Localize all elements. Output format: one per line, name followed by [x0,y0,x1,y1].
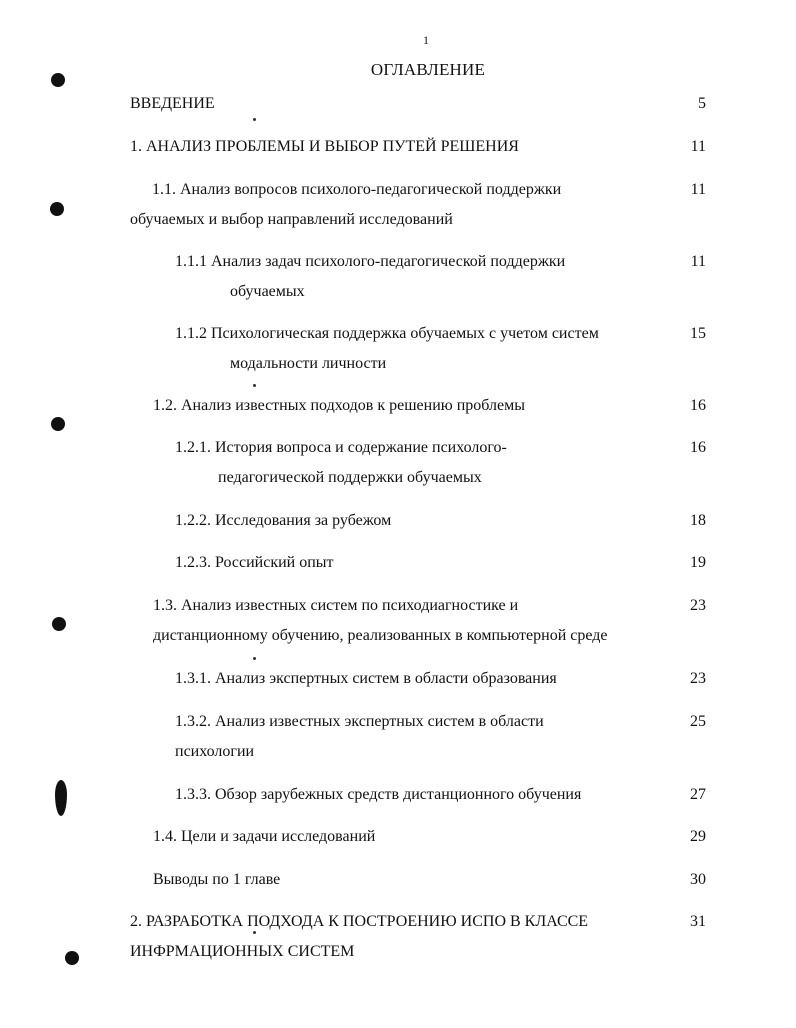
toc-entry-1-2-2 [175,506,391,536]
toc-page-conclusions: 30 [690,871,706,888]
punch-hole-mark [65,951,79,965]
toc-entry-line-1: 1.3.2. Анализ известных экспертных систем в области [175,713,544,730]
toc-entry-conclusions [153,865,280,895]
toc-entry-label: ВВЕДЕНИЕ [130,95,215,112]
toc-entry-chapter-2 [130,907,588,967]
toc-page-1-2-2: 18 [690,512,706,529]
toc-entry-1-3-2 [175,707,660,767]
toc-entry-line-1: 1.2.1. История вопроса и содержание психолого- [175,439,507,456]
toc-page-intro: 5 [698,95,706,112]
toc-entry-1-1-2 [175,319,599,379]
toc-entry-chapter-1 [130,132,519,162]
scan-speck [253,931,256,934]
toc-entry-line-2: модальности личности [230,355,387,372]
toc-entry-line-1: 1.1.1 Анализ задач психолого-педагогической поддержки [175,253,566,270]
toc-entry-label: 1.3.1. Анализ экспертных систем в области образования [175,670,557,687]
toc-entry-1-1 [130,175,660,235]
toc-entry-1-1-1 [175,247,660,307]
toc-entry-label: 1.4. Цели и задачи исследований [153,828,376,845]
page-number: 1 [423,33,429,47]
toc-entry-line-2: дистанционному обучению, реализованных в компьютерной среде [153,627,608,644]
toc-page-1-2: 16 [690,397,706,414]
punch-hole-mark [52,617,66,631]
toc-entry-label: 1.2.2. Исследования за рубежом [175,512,392,529]
toc-entry-line-1: 1.1. Анализ вопросов психолого-педагогической поддержки [152,181,562,198]
toc-entry-1-2 [153,391,525,421]
toc-entry-1-2-3 [175,548,334,578]
toc-entry-label: 1. АНАЛИЗ ПРОБЛЕМЫ И ВЫБОР ПУТЕЙ РЕШЕНИЯ [130,138,519,155]
toc-title: ОГЛАВЛЕНИЕ [370,60,486,79]
toc-page-1-3-1: 23 [690,670,706,687]
scan-speck [253,657,256,660]
toc-entry-line-2: обучаемых и выбор направлений исследований [130,211,453,228]
toc-entry-intro [130,89,215,119]
toc-page-1-3-3: 27 [690,786,706,803]
toc-entry-label: 1.2.3. Российский опыт [175,554,334,571]
toc-entry-1-3-3 [175,780,581,810]
toc-entry-line-2: ИНФРМАЦИОННЫХ СИСТЕМ [130,943,355,960]
toc-page-1-4: 29 [690,828,706,845]
toc-page-1-3-2: 25 [690,713,706,730]
toc-entry-line-1: 1.1.2 Психологическая поддержка обучаемых с учетом систем [175,325,599,342]
toc-page-1-1: 11 [690,181,706,198]
toc-entry-line-2: обучаемых [230,283,305,300]
toc-entry-line-1: 2. РАЗРАБОТКА ПОДХОДА К ПОСТРОЕНИЮ ИСПО В КЛАССЕ [130,913,589,930]
toc-entry-line-2: педагогической поддержки обучаемых [218,469,482,486]
toc-page-chapter-1: 11 [690,138,706,155]
toc-entry-1-2-1 [175,433,660,493]
toc-entry-label: 1.3.3. Обзор зарубежных средств дистанционного обучения [175,786,582,803]
toc-entry-1-3-1 [175,664,557,694]
toc-entry-label: Выводы по 1 главе [153,871,281,888]
toc-page-1-1-1: 11 [690,253,706,270]
toc-page-1-2-3: 19 [690,554,706,571]
toc-entry-1-3 [153,591,660,651]
scan-speck [253,118,256,121]
toc-entry-line-1: 1.3. Анализ известных систем по психодиагностике и [153,597,519,614]
toc-page-1-2-1: 16 [690,439,706,456]
scan-speck [253,384,256,387]
punch-hole-mark [51,73,65,87]
toc-page-1-3: 23 [690,597,706,614]
punch-hole-mark [55,780,67,816]
punch-hole-mark [51,417,65,431]
toc-entry-line-2: психологии [175,743,255,760]
toc-page-1-1-2: 15 [690,325,706,342]
punch-hole-mark [50,202,64,216]
toc-entry-1-4 [153,822,375,852]
toc-entry-label: 1.2. Анализ известных подходов к решению проблемы [153,397,525,414]
toc-page-chapter-2: 31 [690,913,706,930]
